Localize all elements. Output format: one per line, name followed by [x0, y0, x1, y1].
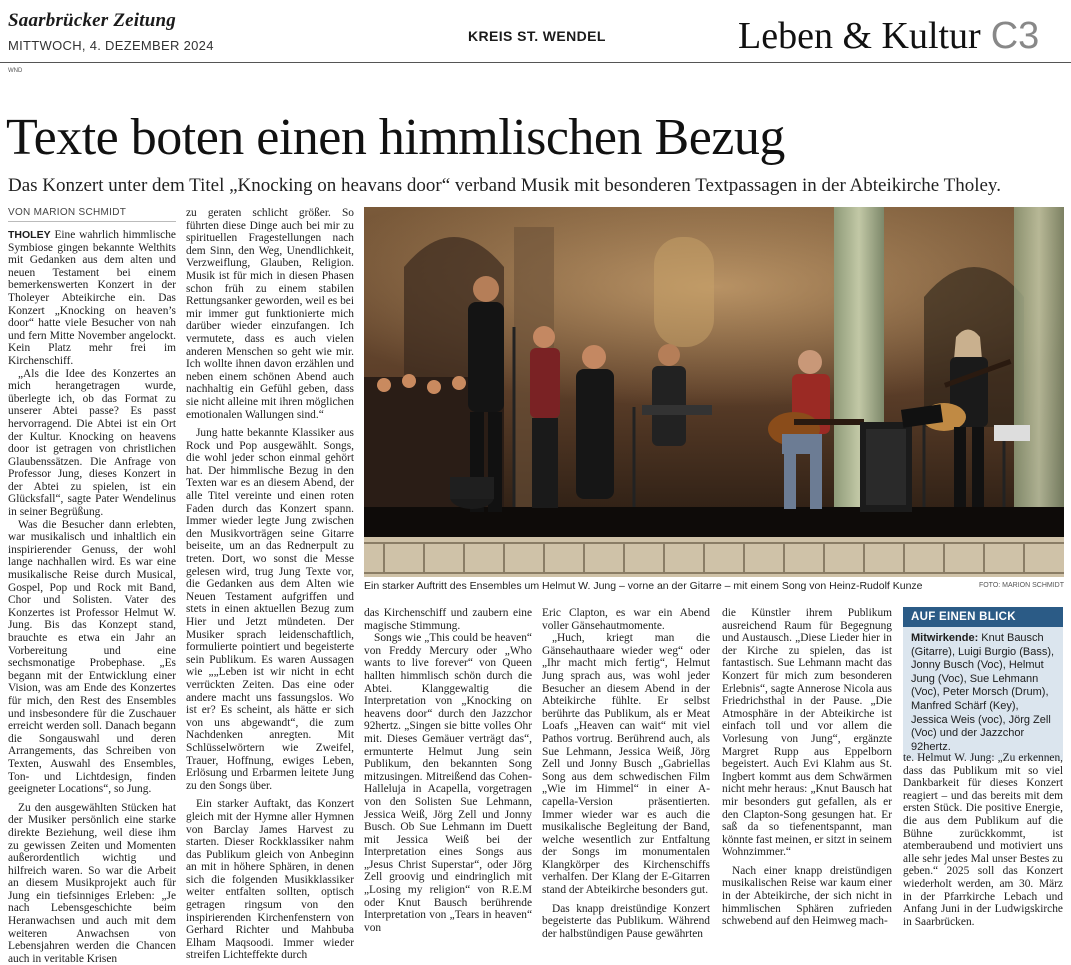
paragraph: te. Helmut W. Jung: „Zu erkennen, dass das Publikum mit so viel Dankbarkeit für dieses Konzert reagiert – und das bereits mit dem ersten Stück. Die positive Energie, die aus dem Publikum auf die Bühne zurückkommt, ist atemberaubend und motiviert uns alle sehr jedes Mal unser Bestes zu geben.“ 2025 soll das Konzert wiederholt werden, am 30. März in der Pfarrkirche Lebach und Anfang Juni in der Ludwigskirche in Saarbrücken.: [903, 752, 1063, 928]
paragraph: Ein starker Auftakt, das Konzert gleich mit der Hymne aller Hymnen von Barclay James Harvest zu starten. Dieser Rockklassiker nahm das Publikum gleich von Anbeginn an mit in höhere Sphären, in denen sich die folgenden Musikklassiker weiter entfalten sollten, optisch getragen ringsum von den inspirierenden Kirchenfenstern von Gerhard Richter und Mahbuba Elham Maqsoodi. Immer wieder streifen Lichteffekte durch: [186, 798, 354, 962]
info-box-title: AUF EINEN BLICK: [903, 607, 1063, 627]
paragraph: Nach einer knapp dreistündigen musikalischen Reise war kaum einer in der Abteikirche, der sich nicht in himmlischen Sphären zufrieden schwebend auf den Heimweg mach-: [722, 864, 892, 928]
section-name: Leben & Kultur: [738, 15, 981, 57]
info-box-label: Mitwirkende:: [911, 632, 979, 644]
paragraph: Was die Besucher dann erlebten, war musikalisch und inhaltlich ein inspirierender Genuss, der wohl lange nachhallen wird. Es war eine musikalische Reise durch Musical, Gospel, Pop und Rock mit Band, Chor und Solisten. Vater des Konzertes ist Professor Helmut W. Jung. Bis das Konzept stand, brauchte es etwa ein Jahr an Vorbereitung und eine sechsmonatige Probephase. „Es begann mit der Entwicklung einer Vision, was am Ende des Konzertes für mich, den Rest des Ensembles und insbesondere für die Zuschauer erreicht werden soll. Danach begann die Songauswahl und deren Arrangements, das Schreiben von Texten, Auswahl des Ensembles, Ton- und Lichtdesign, finden geeigneter Locations“, so Jung.: [8, 518, 176, 796]
article-column-1: [8, 229, 176, 965]
article-column-4: [542, 607, 710, 940]
paragraph: das Kirchenschiff und zaubern eine magische Stimmung.: [364, 607, 532, 632]
dateline: THOLEY: [8, 229, 51, 241]
info-box-text: Knut Bausch (Gitarre), Luigi Burgio (Bass), Jonny Busch (Voc), Helmut Jung (Voc), Sue Lehmann (Voc), Peter Morsch (Drum), Manfred Schärf (Key), Jessica Weis (voc), Jörg Zell (Voc) und der Jazzchor 92hertz.: [911, 632, 1055, 753]
photo-caption: [364, 580, 1064, 592]
paragraph: Eric Clapton, es war ein Abend voller Gänsehautmomente.: [542, 607, 710, 632]
section-title: [738, 14, 1039, 58]
paragraph: die Künstler ihrem Publikum ausreichend Raum für Begegnung und Austausch. „Diese Lieder hier in der Kirche zu spielen, das ist fantastisch. Sue Lehmann macht das Konzert für mich zum besonderen Erlebnis“, sagte Annerose Nicola aus Friedrichsthal in der Pause. „Die Atmosphäre in der Abteikirche ist einfach toll und vor allem die Vorlesung von Jung“, ergänzte Margret Rupp aus Eppelborn begeistert. Auch Evi Klahm aus St. Ingbert kommt aus dem Schwärmen nicht mehr heraus: „Knut Bausch hat mir besonders gut gefallen, als er den Clapton-Song gesungen hat. Er saß da so tiefenentspannt, man könnte fast meinen, er sitzt in seinem Wohnzimmer.“: [722, 607, 892, 859]
paragraph: Jung hatte bekannte Klassiker aus Rock und Pop ausgewählt. Songs, die wohl jeder schon einmal gehört hat. Der himmlische Bezug in den Texten war es an diesem Abend, der alle Titel vereinte und einen roten Faden durch das Konzert spann. Immer wieder legte Jung zwischen den Musikvorträgen seine Gitarre beiseite, um an das Rednerpult zu treten. Dort, wo sonst die Messe gelesen wird, trug Jung Texte vor, die Gedanken aus dem Alten wie Neuen Testament aufgriffen und stets in einen aktuellen Bezug zum Hier und Jetzt mündeten. Der Musiker sprach leidenschaftlich, formulierte pointiert und begeisterte sein Publikum. Es waren Aussagen wie „„Leben ist wir nicht in echt verrückten Zeiten. Das eine oder andere macht uns fassungslos. Wo ist er? Es scheint, als hätte er sich von uns abgewandt“, die zum Nachdenken anregten. Mit Schlüsselwörtern wie Zweifel, Trauer, Hoffnung, ewiges Leben, Erlösung und Erbarmen leitete Jung zu den Songs über.: [186, 427, 354, 792]
info-box: [903, 607, 1063, 760]
article-column-3: [364, 607, 532, 934]
paragraph: „Huch, kriegt man die Gänsehauthaare wieder weg“ oder „Ihr macht mich fertig“, Helmut Jung sprach aus, was wohl jeder Besucher an diesem Abend in der Abteikirche fühlte. Er selbst berührte das Publikum, als er Meat Loafs „Heaven can wait“ mit viel Pathos vortrug. Berührend auch, als Sue Lehmann, Jessica Weiß, Jörg Zell und Jonny Busch „Gabriellas Song aus dem schwedischen Film „Wie im Himmel“ in einer A-capella-Version präsentierten. Immer wieder war es auch die musikalische Begleitung der Band, welche wesentlich zur Entfaltung der Songs im monumentalen Klangkörper des Kirchenschiffs verhalfen. Der Klang der E-Gitarren stand der Abteikirche besonders gut.: [542, 632, 710, 897]
article-column-2: [186, 207, 354, 962]
byline-rule: [8, 221, 176, 222]
paragraph: Zu den ausgewählten Stücken hat der Musiker persönlich eine starke direkte Beziehung, weil diese ihm zu gewissen Zeiten und Momenten außerordentlich wichtig und hilfreich waren. So war die Arbeit an diesem Musikprojekt auch für Jung ein tiefsinniges Erleben: „Je nach Lebensgeschichte beim Heranwachsen und auch mit dem weiteren Anwachsen von Lebensjahren werden die Chancen auch in veritable Krisen: [8, 801, 176, 965]
headline: Texte boten einen himmlischen Bezug: [6, 109, 785, 166]
edition-tag: WND: [8, 68, 23, 74]
paragraph: THOLEY Eine wahrlich himmlische Symbiose gingen bekannte Welthits mit Gedanken aus dem alten und neuen Testament bei einem bemerkenswerten Konzert in der Tholeyer Abteikirche ein. Das Konzert „Knocking on heaven’s door“ hatte viele Besucher von nah und fern Mitte November angelockt. Kein Platz mehr frei im Kirchenschiff.: [8, 229, 176, 367]
caption-text: Ein starker Auftritt des Ensembles um Helmut W. Jung – vorne an der Gitarre – mit einem Song von Heinz-Rudolf Kunze: [364, 580, 923, 592]
page-number: C3: [990, 15, 1040, 57]
region-label: KREIS ST. WENDEL: [468, 28, 606, 44]
byline: VON MARION SCHMIDT: [8, 207, 127, 218]
paragraph: Das knapp dreistündige Konzert begeisterte das Publikum. Während der halbstündigen Pause gewährten: [542, 902, 710, 940]
paragraph: „Als die Idee des Konzertes an mich herangetragen wurde, überlegte ich, ob das Format zu unserer Abtei passe? Es passt hervorragend. Die Abtei ist ein Ort der Kultur. Knocking on heavens door ist getragen von christlichen Glaubenssätzen. Die Anfrage von Professor Jung, dieses Konzert in der Abtei zu spielen, ist ein Glücksfall“, sagte Pater Wendelinus in seiner Begrüßung.: [8, 367, 176, 519]
paragraph: zu geraten schlicht größer. So führten diese Dinge auch bei mir zu spirituellen Fragestellungen nach dem Sinn, den Weg, Unendlichkeit, Verzweiflung, Glauben, Religion. Musik ist für mich in diesen Phasen schon früh zu einem stabilen Rettungsanker geworden, weil es bei mir immer gut funktionierte mich darüber wieder einzufangen. Ich vermutete, dass es auch vielen anderen Menschen so geht wie mir. Ich wollte ihnen davon erzählen und neben einem schönen Abend auch nachhaltig ein Gefühl geben, dass sie nicht alleine mit ihren möglichen emotionalen Wallungen sind.“: [186, 207, 354, 421]
photo-credit: FOTO: MARION SCHMIDT: [978, 582, 1064, 589]
issue-date: MITTWOCH, 4. DEZEMBER 2024: [8, 38, 214, 53]
paragraph: Songs wie „This could be heaven“ von Freddy Mercury oder „Who wants to live forever“ von Queen hallten himmlisch schön durch die Abtei. Klanggewaltig die Interpretation von „Knocking on heavens door“ durch den Jazzchor 92hertz. „Singen sie bitte volles Ohr mit. Dieses Gemäuer verträgt das“, ermunterte Helmut Jung sein Publikum, den bekannten Song mitzusingen. Mitreißend das Cohen-Halleluja in Acapella, vorgetragen von den Solisten Sue Lehmann, Jessica Weiß, Jörg Zell und Jonny Busch. Ob Sue Lehmann im Duett mit Jessica Weiß bei der Interpretation eines Songs aus „Jesus Christ Superstar“, oder Jörg Zell groovig und eindringlich mit „Losing my religion“ von R.E.M oder Knut Bausch berührende Interpretation von „Tears in heaven“ von: [364, 632, 532, 934]
header-rule: [0, 62, 1071, 63]
article-column-6: [903, 752, 1063, 928]
info-box-body: [903, 627, 1063, 760]
concert-photo: [364, 207, 1064, 577]
masthead: Saarbrücker Zeitung: [8, 10, 176, 31]
article-column-5: [722, 607, 892, 928]
concert-photo-image: [364, 207, 1064, 577]
subheadline: Das Konzert unter dem Titel „Knocking on heavans door“ verband Musik mit besonderen Textpassagen in der Abteikirche Tholey.: [8, 175, 1001, 196]
